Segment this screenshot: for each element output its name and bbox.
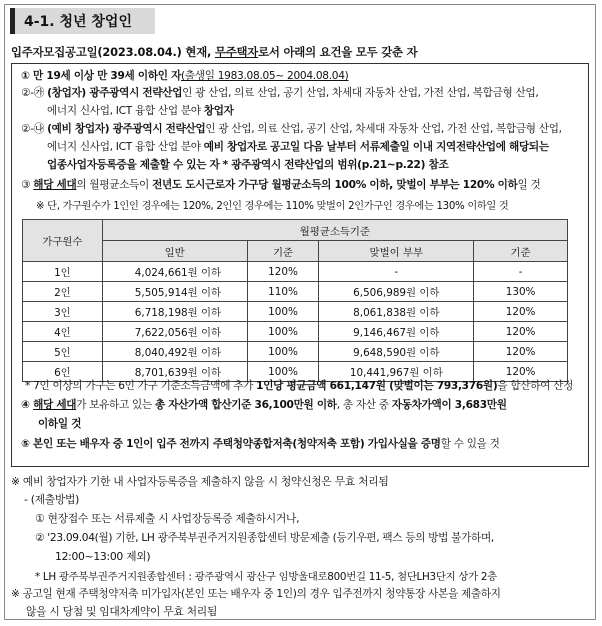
req3-bold: 전년도 도시근로자 가구당 월평균소득의 100% 이하, 맞벌이 부부는 120% 이하 (152, 179, 518, 191)
req4-line2: 이하일 것 (38, 418, 82, 430)
table-row (23, 302, 568, 322)
req2a-title: (창업자) 광주광역시 전략산업 (47, 87, 183, 99)
th-criteria2: 기준 (474, 241, 568, 262)
income-table (22, 219, 568, 382)
req2a-text2: 에너지 신사업, ICT 융합 산업 분야 (47, 105, 204, 117)
table-row (23, 262, 568, 282)
req2b-line3 (47, 157, 448, 172)
dual-criteria-cell: 130% (474, 282, 568, 302)
general-criteria-cell: 100% (247, 322, 319, 342)
req1-line (21, 68, 349, 83)
dual-cell: 9,146,467원 이하 (319, 322, 474, 342)
dual-cell: 9,648,590원 이하 (319, 342, 474, 362)
req2a-founder: 창업자 (203, 105, 234, 117)
members-cell: 4인 (23, 322, 103, 342)
req4-line1 (21, 397, 507, 412)
req5-end: 할 수 있을 것 (440, 438, 500, 450)
members-cell: 5인 (23, 342, 103, 362)
general-cell: 8,040,492원 이하 (102, 342, 247, 362)
req1-text: ① 만 19세 이상 만 39세 이하인 자 (21, 70, 182, 82)
req5-text: ⑤ 본인 또는 배우자 중 1인이 입주 전까지 주택청약종합저축(청약저축 포함) 가입사실을 증명 (21, 438, 441, 450)
intro-line (11, 44, 417, 60)
general-cell: 5,505,914원 이하 (102, 282, 247, 302)
req2b-bold: 예비 창업자로 공고일 다음 날부터 서류제출일 이내 지역전략산업에 해당되는 (203, 141, 549, 153)
req2b-bold2: 업종사업자등록증을 제출할 수 있는 자 (47, 159, 220, 171)
req2b-text2: 에너지 신사업, ICT 융합 산업 분야 (47, 141, 204, 153)
table-note (25, 378, 573, 393)
footer-note-3: ① 현장접수 또는 서류제출 시 사업장등록증 제출하시거나, (35, 512, 300, 525)
section-title-box (10, 8, 155, 34)
req3-line (21, 177, 540, 192)
req2b-line1 (21, 121, 562, 136)
table-row (23, 282, 568, 302)
general-criteria-cell: 100% (247, 342, 319, 362)
req3-household: 해당 세대 (33, 179, 77, 191)
req3-note: ※ 단, 가구원수가 1인인 경우에는 120%, 2인인 경우에는 110% 맞벌이 2인가구인 경우에는 130% 이하일 것 (36, 201, 509, 212)
th-criteria: 기준 (247, 241, 319, 262)
req4-text2: , 총 자산 중 (336, 399, 392, 411)
dual-cell: 6,506,989원 이하 (319, 282, 474, 302)
footer-note-5: 12:00~13:00 제외) (55, 550, 151, 563)
req4-car: 자동차가액이 3,683만원 (391, 399, 507, 411)
members-cell: 6인 (23, 362, 103, 382)
general-criteria-cell: 100% (247, 302, 319, 322)
dual-cell: 10,441,967원 이하 (319, 362, 474, 382)
dual-cell: - (319, 262, 474, 282)
footer-note-4: ② '23.09.04(월) 기한, LH 광주북부권주거지원종합센터 방문제출 (등기우편, 팩스 등의 방법 불가하며, (35, 532, 494, 544)
req1-birth-range: (출생일 1983.08.05~ 2004.08.04) (181, 70, 349, 82)
intro-homeless: 무주택자 (214, 45, 259, 59)
req4-bold: 총 자산가액 합산기준 36,100만원 이하 (154, 399, 337, 411)
req2a-num: ②-㉮ (21, 87, 48, 99)
general-criteria-cell: 120% (247, 262, 319, 282)
req2a-line2 (47, 103, 234, 118)
section-title: 4-1. 청년 창업인 (24, 14, 132, 30)
dual-criteria-cell: 120% (474, 362, 568, 382)
req2a-text: 인 광 산업, 의료 산업, 공기 산업, 차세대 자동차 산업, 가전 산업, 복합금형 산업, (182, 87, 539, 99)
req2a-line1 (21, 85, 538, 100)
th-general: 일반 (102, 241, 247, 262)
general-cell: 6,718,198원 이하 (102, 302, 247, 322)
th-members: 가구원수 (23, 220, 103, 262)
members-cell: 1인 (23, 262, 103, 282)
footer-note-8: 않을 시 당첨 및 임대차계약이 무효 처리됨 (26, 605, 217, 618)
table-note-end: 을 합산하여 산정 (497, 380, 574, 392)
general-criteria-cell: 110% (247, 282, 319, 302)
req3-end: 일 것 (517, 179, 541, 191)
req2b-line2 (47, 139, 549, 154)
members-cell: 2인 (23, 282, 103, 302)
req4-text: 가 보유하고 있는 (76, 399, 155, 411)
table-row (23, 342, 568, 362)
req4-household: 해당 세대 (33, 399, 77, 411)
dual-cell: 8,061,838원 이하 (319, 302, 474, 322)
dual-criteria-cell: 120% (474, 302, 568, 322)
intro-text: 입주자모집공고일(2023.08.04.) 현재, (11, 45, 215, 59)
dual-criteria-cell: 120% (474, 322, 568, 342)
req2b-title: (예비 창업자) 광주광역시 전략산업 (47, 123, 206, 135)
req2b-num: ②-㉯ (21, 123, 48, 135)
table-row (23, 322, 568, 342)
th-dual: 맞벌이 부부 (319, 241, 474, 262)
table-note-text: * 7인 이상의 가구는 6인 가구 기준소득금액에 추가 (25, 380, 257, 392)
footer-note-6: * LH 광주북부권주거지원종합센터 : 광주광역시 광산구 임방울대로800번길 11-5, 첨단LH3단지 상가 2층 (35, 571, 497, 583)
req3-num: ③ (21, 179, 34, 191)
th-income: 월평균소득기준 (102, 220, 567, 241)
req2b-ref: * 광주광역시 전략산업의 범위(p.21~p.22) 참조 (222, 159, 449, 171)
title-accent-bar (10, 8, 15, 34)
requirements-box (11, 63, 589, 467)
req5-line (21, 436, 500, 451)
table-note-amount: 1인당 평균금액 661,147원 (맞벌이는 793,376원) (256, 380, 498, 392)
req4-num: ④ (21, 399, 34, 411)
footer-note-1: ※ 예비 창업자가 기한 내 사업자등록증을 제출하지 않을 시 청약신청은 무효 처리됨 (11, 475, 389, 488)
general-cell: 8,701,639원 이하 (102, 362, 247, 382)
req3-text: 의 월평균소득이 (76, 179, 153, 191)
general-cell: 4,024,661원 이하 (102, 262, 247, 282)
dual-criteria-cell: - (474, 262, 568, 282)
general-criteria-cell: 100% (247, 362, 319, 382)
footer-note-2: - (제출방법) (24, 493, 80, 506)
dual-criteria-cell: 120% (474, 342, 568, 362)
footer-note-7: ※ 공고일 현재 주택청약저축 미가입자(본인 또는 배우자 중 1인)의 경우 입주전까지 청약통장 사본을 제출하지 (11, 588, 501, 600)
intro-text-end: 로서 아래의 요건을 모두 갖춘 자 (258, 45, 418, 59)
members-cell: 3인 (23, 302, 103, 322)
general-cell: 7,622,056원 이하 (102, 322, 247, 342)
req2b-text: 인 광 산업, 의료 산업, 공기 산업, 차세대 자동차 산업, 가전 산업, 복합금형 산업, (205, 123, 562, 135)
